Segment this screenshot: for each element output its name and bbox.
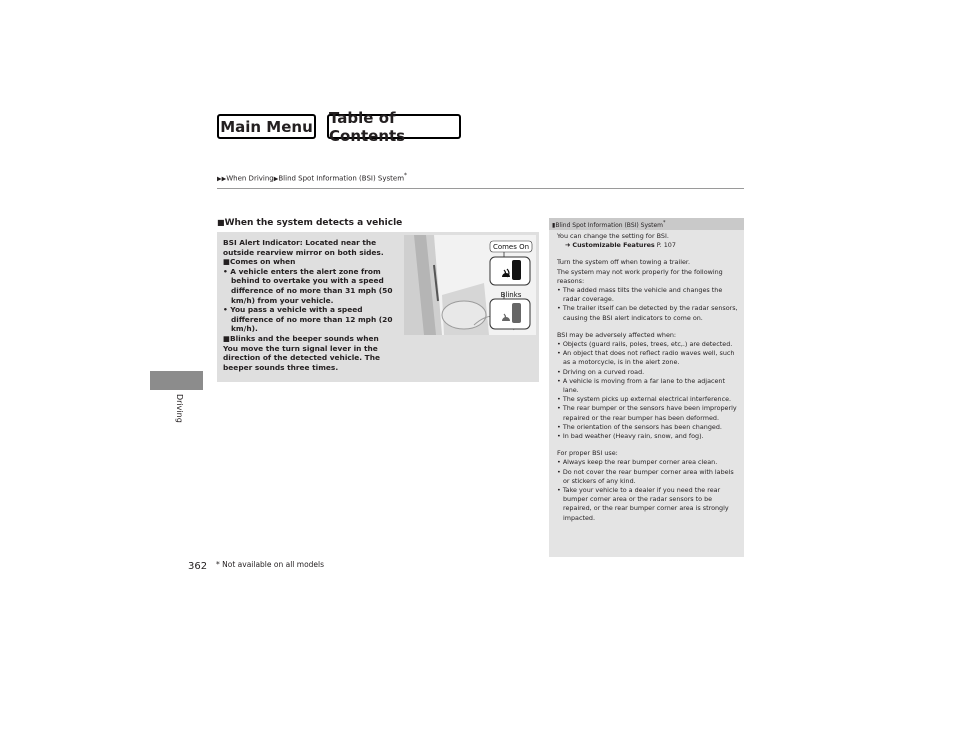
notes-text: For proper BSI use: xyxy=(557,449,618,458)
breadcrumb-arrow-icon: ▶▶ xyxy=(217,175,227,183)
notes-text: The system may not work properly for the following reasons: xyxy=(557,267,723,285)
footnote: * Not available on all models xyxy=(216,560,325,569)
list-item: • A vehicle enters the alert zone from behind to overtake you with a speed difference of no more than 31 mph (50 km/h) from your vehicle. xyxy=(223,266,393,305)
list-item: • The added mass tilts the vehicle and changes the radar coverage. xyxy=(557,286,723,304)
notes-body xyxy=(557,232,741,523)
table-of-contents-button[interactable]: Table of Contents xyxy=(327,114,461,139)
cross-reference[interactable]: ➜ Customizable Features P. 107 xyxy=(565,241,676,250)
notes-title: ▮Blind Spot Information (BSI) System* xyxy=(552,220,666,229)
chapter-tab xyxy=(150,371,203,390)
notes-text: BSI may be adversely affected when: xyxy=(557,330,677,339)
breadcrumb-star: * xyxy=(404,173,407,179)
comes-on-label: Comes On xyxy=(492,243,530,251)
list-item: • A vehicle is moving from a far lane to the adjacent lane. xyxy=(557,376,725,395)
breadcrumb xyxy=(217,173,407,182)
list-item: • In bad weather (Heavy rain, snow, and fog). xyxy=(557,432,704,441)
list-item: • The orientation of the sensors has been changed. xyxy=(557,422,722,431)
description-text xyxy=(223,238,401,372)
ref-arrow-icon: ➜ xyxy=(565,241,573,250)
intro-text: BSI Alert Indicator: Located near the outside rearview mirror on both sides. xyxy=(223,238,384,257)
blinks-text: You move the turn signal lever in the direction of the detected vehicle. The beeper sounds three times. xyxy=(223,343,380,372)
bsi-indicator-illustration xyxy=(404,235,536,335)
list-item: • The trailer itself can be detected by the radar sensors, causing the BSI alert indicators to come on. xyxy=(557,304,738,322)
header-divider xyxy=(217,188,744,189)
breadcrumb-arrow-icon: ▶ xyxy=(273,175,279,183)
breadcrumb-when-driving[interactable]: When Driving xyxy=(226,174,274,183)
notes-text: Turn the system off when towing a trailer. xyxy=(557,258,690,267)
notes-icon: ▮ xyxy=(552,222,556,229)
chapter-label: Driving xyxy=(175,394,184,423)
list-item: • You pass a vehicle with a speed difference of no more than 12 mph (20 km/h). xyxy=(223,305,393,334)
list-item: • Driving on a curved road. xyxy=(557,367,645,376)
breadcrumb-bsi[interactable]: Blind Spot Information (BSI) System xyxy=(278,174,405,183)
list-item: • An object that does not reflect radio waves well, such as a motorcycle, is in the alert zone. xyxy=(557,349,735,367)
list-item: • Take your vehicle to a dealer if you need the rear bumper corner area or the radar sensors to be repaired, or the rear bumper corner area is strongly impacted. xyxy=(557,486,729,522)
list-item: • The rear bumper or the sensors have been improperly repaired or the rear bumper has been deformed. xyxy=(557,404,737,422)
section-title: ■When the system detects a vehicle xyxy=(217,218,403,228)
blinks-label: Blinks xyxy=(500,291,522,299)
page-number: 362 xyxy=(188,561,208,572)
list-item: • The system picks up external electrical interference. xyxy=(557,395,732,404)
list-item: • Objects (guard rails, poles, trees, etc,.) are detected. xyxy=(557,340,733,349)
list-item: • Always keep the rear bumper corner area clean. xyxy=(557,458,718,467)
list-item: • Do not cover the rear bumper corner area with labels or stickers of any kind. xyxy=(557,467,734,485)
notes-text: You can change the setting for BSI. xyxy=(557,232,669,240)
blinks-heading: ■Blinks and the beeper sounds when xyxy=(223,333,379,343)
comes-on-heading: ■Comes on when xyxy=(223,257,296,267)
main-menu-button[interactable]: Main Menu xyxy=(217,114,316,139)
